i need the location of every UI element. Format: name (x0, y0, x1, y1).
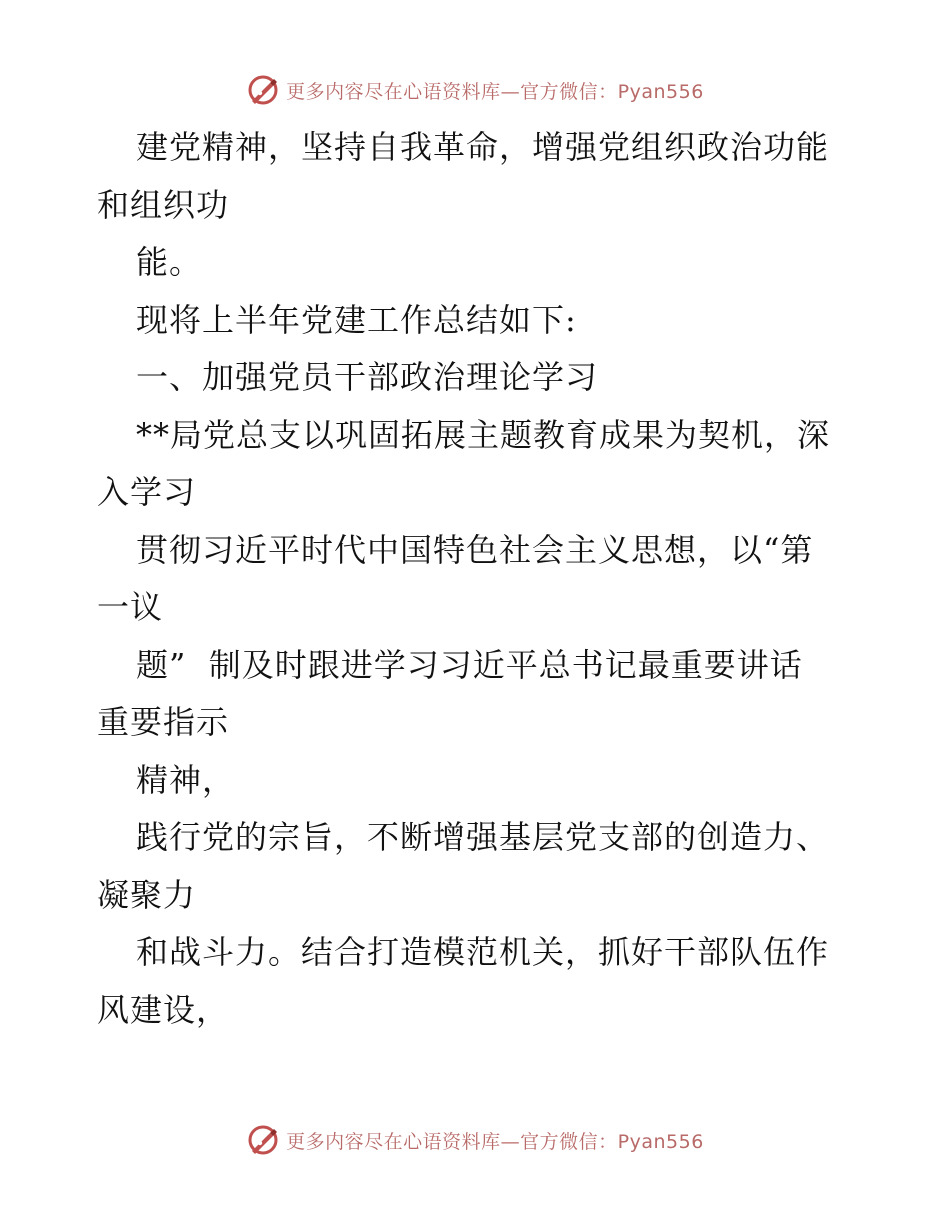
body-line-15: 和战斗力。结合打造模范机关，抓好干部队伍作 (136, 933, 830, 971)
footer-watermark-banner (0, 1120, 950, 1160)
footer-watermark-text: 更多内容尽在心语资料库—官方微信：Pyan556 (286, 1130, 704, 1153)
header-watermark-banner (0, 70, 950, 110)
body-line-10: 题” 制及时跟进学习习近平总书记最重要讲话 (136, 645, 803, 684)
body-line-11: 重要指示 (97, 703, 230, 741)
footer-watermark (246, 1123, 704, 1157)
body-line-6: **局党总支以巩固拓展主题教育成果为契机，深 (136, 415, 831, 454)
body-line-4: 现将上半年党建工作总结如下: (136, 300, 577, 339)
pen-logo-icon (246, 73, 280, 107)
pen-logo-icon (246, 1123, 280, 1157)
body-line-8: 贯彻习近平时代中国特色社会主义思想，以“第 (136, 530, 814, 569)
body-line-2: 和组织功 (97, 185, 230, 224)
document-body (97, 119, 857, 1039)
header-watermark (246, 73, 704, 107)
body-line-9: 一议 (97, 588, 164, 626)
body-line-16: 风建设， (97, 990, 230, 1029)
body-line-13: 践行党的宗旨，不断增强基层党支部的创造力、 (136, 818, 830, 856)
body-line-7: 入学习 (97, 473, 197, 511)
section-heading-1: 一、加强党员干部政治理论学习 (136, 358, 599, 396)
body-line-12: 精神， (136, 760, 236, 799)
body-line-14: 凝聚力 (97, 875, 197, 914)
body-line-3: 能。 (136, 243, 203, 281)
body-line-1: 建党精神，坚持自我革命，增强党组织政治功能 (136, 128, 830, 166)
header-watermark-text: 更多内容尽在心语资料库—官方微信：Pyan556 (286, 80, 704, 103)
